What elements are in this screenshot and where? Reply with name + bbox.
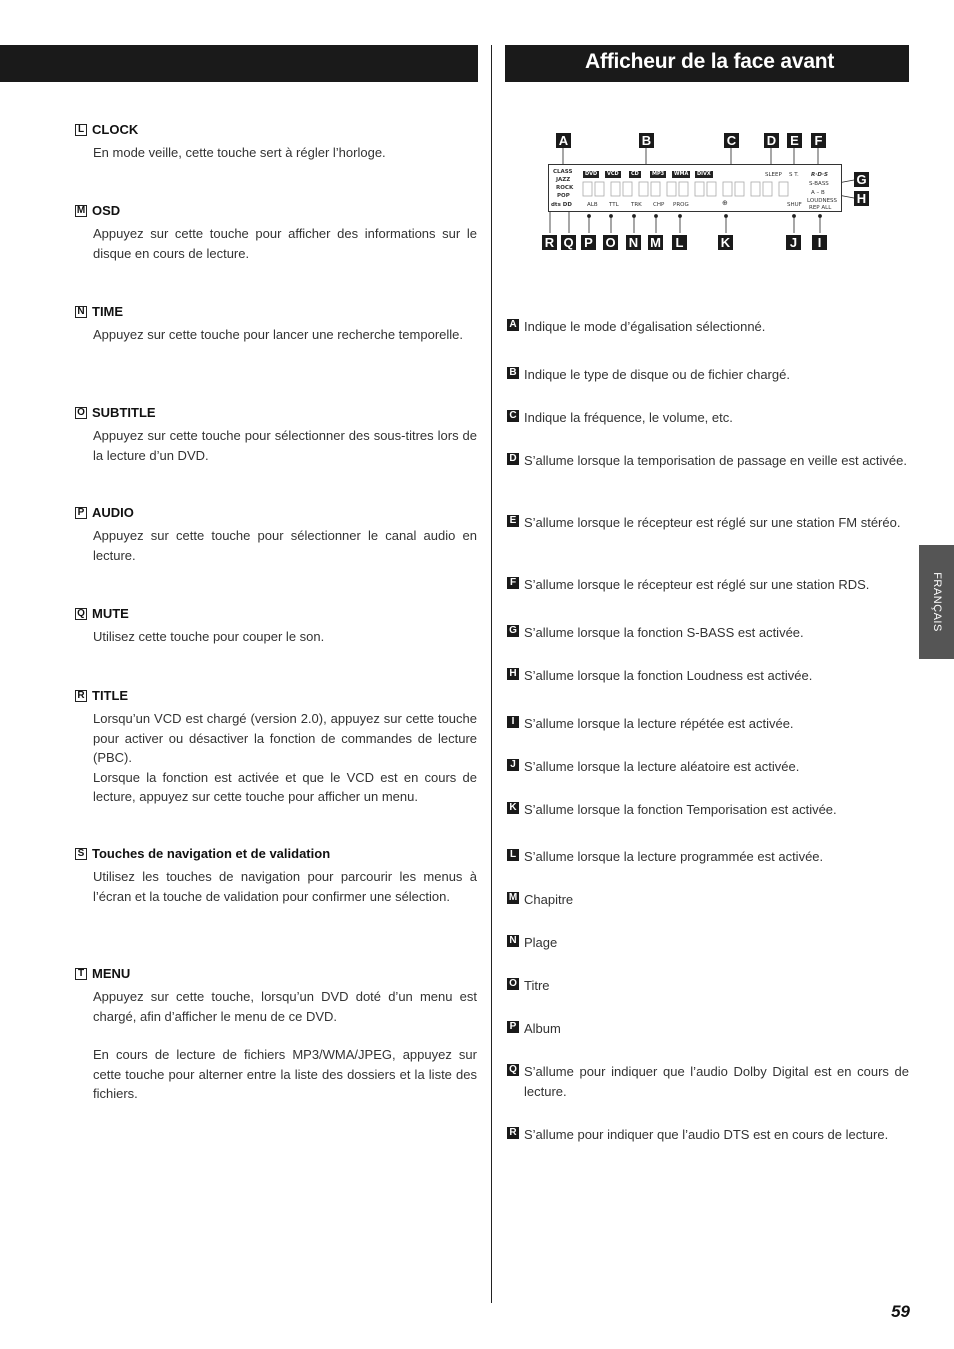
eq-rock: ROCK (556, 185, 574, 191)
indicator-description: S’allume lorsque la fonction S-BASS est activée. (524, 625, 804, 640)
key-navigation (75, 846, 477, 906)
letter-box: O (75, 407, 87, 419)
letter-box: B (507, 367, 519, 379)
page-number: 59 (891, 1302, 910, 1321)
letter-box: P (507, 1021, 519, 1033)
letter-box: A (507, 319, 519, 331)
label-trk: TRK (631, 202, 642, 208)
indicator-c (507, 408, 909, 428)
callout-i: I (812, 235, 827, 250)
key-description: En cours de lecture de fichiers MP3/WMA/JPEG, appuyez sur cette touche pour alterner entre la liste des dossiers et la liste des fichiers. (93, 1047, 477, 1101)
disc-tag-vcd: VCD (607, 171, 619, 177)
disc-tag-cd: CD (631, 171, 639, 177)
letter-box: P (75, 507, 87, 519)
indicator-description: Chapitre (524, 892, 574, 907)
callout-a: A (556, 133, 571, 148)
section-title: Afficheur de la face avant (585, 50, 835, 73)
key-description: Appuyez sur cette touche, lorsqu’un DVD doté d’un menu est chargé, afin d’afficher le menu de ce DVD. (93, 989, 477, 1024)
key-subtitle (75, 405, 477, 465)
key-osd (75, 203, 477, 263)
letter-box: M (76, 204, 86, 216)
indicator-description: Indique la fréquence, le volume, etc. (524, 410, 733, 425)
label-ttl: TTL (609, 202, 619, 208)
language-label: FRANÇAIS (930, 572, 943, 632)
letter-box: R (507, 1127, 519, 1139)
letter-box: G (507, 625, 519, 637)
indicator-o (507, 976, 909, 996)
indicator-description: S’allume lorsque la fonction Loudness est activée. (524, 668, 813, 683)
letter-box: S (75, 848, 87, 860)
callout-o: O (603, 235, 618, 250)
key-label: MUTE (92, 606, 129, 621)
key-description: Appuyez sur cette touche pour lancer une recherche temporelle. (93, 327, 463, 342)
indicator-description: S’allume lorsque le récepteur est réglé sur une station FM stéréo. (524, 515, 901, 530)
segment-digits (581, 180, 796, 200)
display-panel (548, 164, 842, 212)
key-description: Utilisez cette touche pour couper le son. (93, 629, 325, 644)
column-divider (491, 45, 492, 1303)
callout-g: G (854, 172, 869, 187)
disc-tag-mp3: MP3 (652, 171, 665, 177)
key-clock (75, 122, 477, 163)
indicator-description: S’allume lorsque la lecture programmée est activée. (524, 849, 824, 864)
callout-p: P (581, 235, 596, 250)
key-description: Utilisez les touches de navigation pour parcourir les menus à l’écran et la touche de validation pour confirmer une sélection. (93, 869, 477, 904)
rds-indicator: R·D·S (811, 172, 828, 178)
sbass-indicator: S-BASS (809, 181, 829, 187)
callout-h: H (854, 191, 869, 206)
ab-indicator: A – B (811, 190, 825, 196)
indicator-description: Indique le mode d’égalisation sélectionné. (524, 319, 766, 334)
eq-class: CLASS (553, 169, 573, 175)
indicator-n (507, 933, 909, 953)
right-header-bar (505, 45, 909, 82)
indicator-q (507, 1062, 909, 1101)
key-label: MENU (92, 966, 131, 981)
indicator-e (507, 513, 909, 533)
indicator-b (507, 365, 909, 385)
key-label: CLOCK (92, 122, 139, 137)
timer-icon: ⊕ (722, 199, 728, 207)
letter-box: Q (507, 1064, 519, 1076)
letter-box: R (75, 690, 87, 702)
key-description: Appuyez sur cette touche pour sélectionner des sous-titres lors de la lecture d’un DVD. (93, 428, 477, 463)
indicator-description: Indique le type de disque ou de fichier chargé. (524, 367, 790, 382)
indicator-r (507, 1125, 909, 1145)
indicator-description: S’allume lorsque la lecture répétée est activée. (524, 716, 794, 731)
disc-tag-wma: WMA (674, 171, 689, 177)
letter-box: E (507, 515, 519, 527)
callout-l: L (672, 235, 687, 250)
letter-box: N (75, 306, 87, 318)
key-label: AUDIO (92, 505, 134, 520)
callout-n: N (626, 235, 641, 250)
indicator-description: S’allume lorsque le récepteur est réglé sur une station RDS. (524, 577, 870, 592)
indicator-i (507, 714, 909, 734)
key-label: TITLE (92, 688, 129, 703)
letter-box: T (75, 968, 87, 980)
disc-tag-divx: DIVX (697, 171, 711, 177)
loudness-indicator: LOUDNESS (807, 198, 838, 204)
callout-q: Q (561, 235, 576, 250)
indicator-description: S’allume pour indiquer que l’audio Dolby Digital est en cours de lecture. (524, 1064, 909, 1099)
callout-b: B (639, 133, 654, 148)
letter-box: L (507, 849, 519, 861)
callout-r: R (542, 235, 557, 250)
key-label: Touches de navigation et de validation (92, 846, 331, 861)
indicator-p (507, 1019, 909, 1039)
label-shuf: SHUF (787, 202, 802, 208)
letter-box: I (507, 716, 519, 728)
indicator-description: S’allume lorsque la lecture aléatoire est activée. (524, 759, 800, 774)
key-description: Lorsque la fonction est activée et que le VCD est en cours de lecture, appuyez sur cette touche pour afficher un menu. (93, 769, 477, 804)
label-alb: ALB (587, 202, 598, 208)
indicator-description: Plage (524, 935, 558, 950)
key-title (75, 688, 477, 807)
callout-j: J (786, 235, 801, 250)
callout-e: E (787, 133, 802, 148)
indicator-description: S’allume lorsque la fonction Temporisation est activée. (524, 802, 837, 817)
label-prog: PROG (673, 202, 689, 208)
callout-c: C (724, 133, 739, 148)
callout-f: F (811, 133, 826, 148)
letter-box: C (507, 410, 519, 422)
indicator-l (507, 847, 909, 867)
letter-box: O (507, 978, 519, 990)
indicator-m (507, 890, 909, 910)
indicator-a (507, 317, 909, 337)
letter-box: F (507, 577, 519, 589)
key-audio (75, 505, 477, 565)
indicator-description: S’allume lorsque la temporisation de passage en veille est activée. (524, 453, 907, 468)
letter-box: N (507, 935, 519, 947)
indicator-description: Album (524, 1021, 561, 1036)
eq-pop: POP (557, 193, 570, 199)
letter-box: L (75, 124, 87, 136)
indicator-k (507, 800, 909, 820)
disc-tag-dvd: DVD (585, 171, 598, 177)
letter-box: J (507, 759, 519, 771)
left-header-bar (0, 45, 478, 82)
letter-box: H (507, 668, 519, 680)
indicator-f (507, 575, 909, 595)
key-menu (75, 966, 477, 1104)
eq-jazz: JAZZ (556, 177, 571, 183)
key-label: TIME (92, 304, 124, 319)
stereo-indicator: S T. (789, 172, 799, 178)
key-description: En mode veille, cette touche sert à régler l’horloge. (93, 145, 386, 160)
dolby-dts-indicator: dts DD (551, 202, 572, 208)
indicator-description: Titre (524, 978, 550, 993)
callout-k: K (718, 235, 733, 250)
indicator-description: S’allume pour indiquer que l’audio DTS est en cours de lecture. (524, 1127, 889, 1142)
callout-m: M (648, 235, 663, 250)
key-label: SUBTITLE (92, 405, 156, 420)
sleep-indicator: SLEEP (765, 172, 782, 178)
language-tab (919, 545, 954, 659)
indicator-g (507, 623, 909, 643)
letter-box: Q (75, 608, 87, 620)
key-description: Appuyez sur cette touche pour afficher des informations sur le disque en cours de lecture. (93, 226, 477, 261)
key-label: OSD (92, 203, 121, 218)
key-description: Appuyez sur cette touche pour sélectionner le canal audio en lecture. (93, 528, 477, 563)
indicator-h (507, 666, 909, 686)
letter-box: M (508, 892, 518, 903)
callout-d: D (764, 133, 779, 148)
key-description: Lorsqu’un VCD est chargé (version 2.0), appuyez sur cette touche pour activer ou désactiver la fonction de commandes de lecture (PBC). (93, 711, 477, 765)
indicator-j (507, 757, 909, 777)
letter-box: K (507, 802, 519, 814)
letter-box: D (507, 453, 519, 465)
key-mute (75, 606, 477, 647)
label-rep-all: REP ALL (809, 205, 832, 211)
label-chp: CHP (653, 202, 665, 208)
front-display-diagram (540, 130, 880, 255)
indicator-d (507, 451, 909, 471)
key-time (75, 304, 477, 345)
